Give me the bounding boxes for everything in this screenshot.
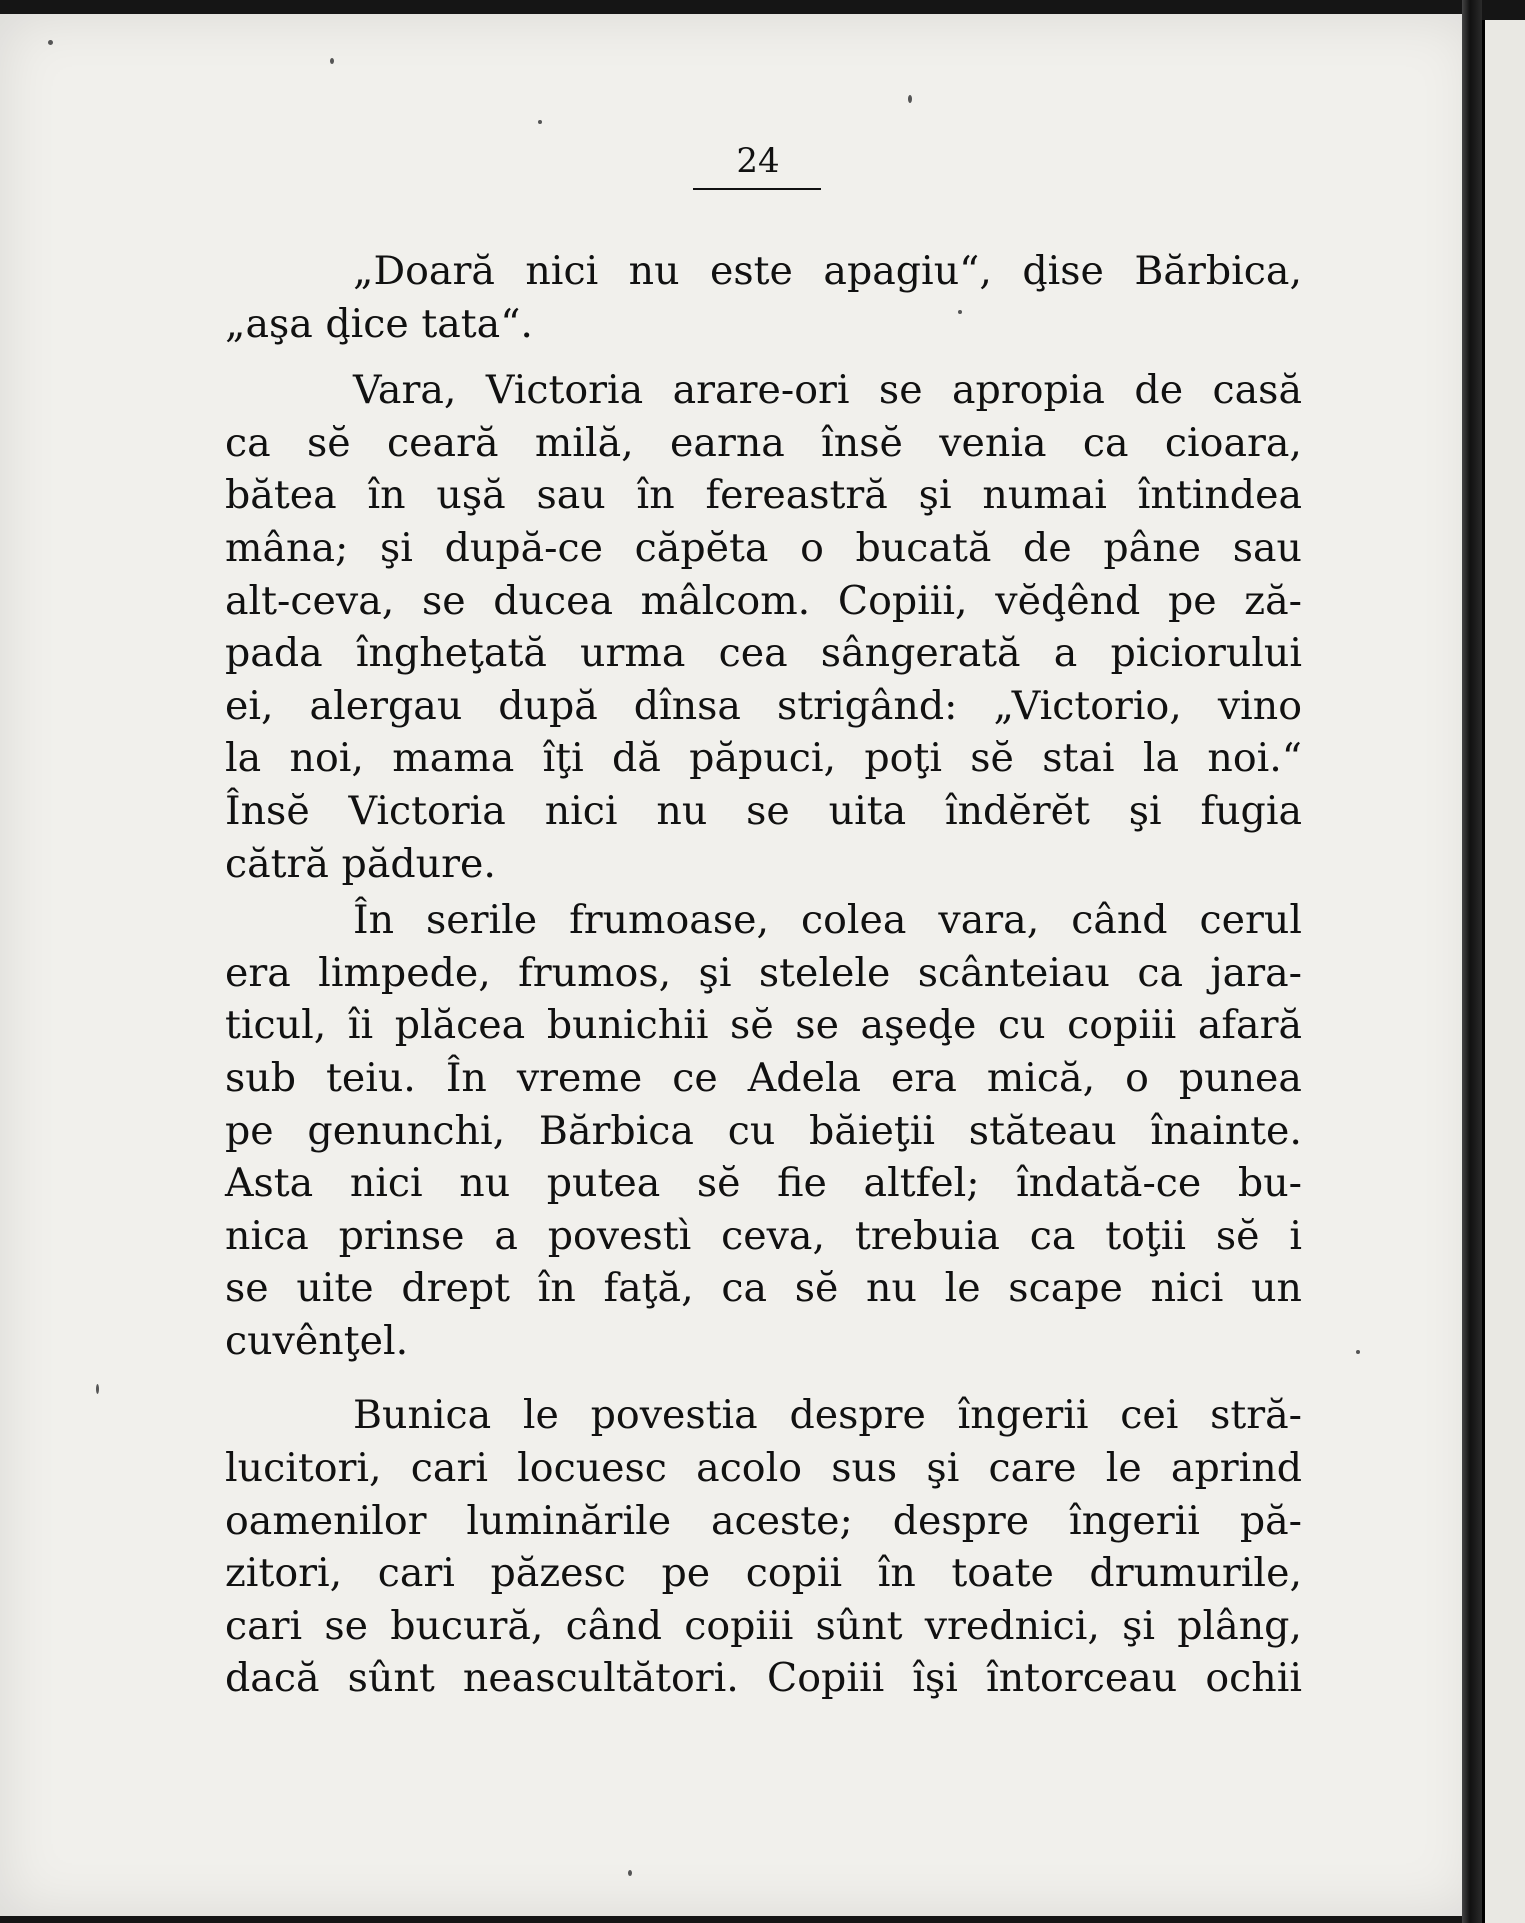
paragraph-1 [225,245,1302,350]
text-line: bătea în uşă sau în fereastră şi numai întindea [225,472,1302,519]
text-line: mâna; şi după-ce căpĕta o bucată de pâne sau [225,524,1302,571]
page-number: 24 [736,141,780,181]
text-line: sub teiu. În vreme ce Adela era mică, o punea [225,1054,1302,1101]
paragraph-4 [225,1389,1302,1705]
adjacent-page-edge [1482,20,1525,1923]
text-line: cuvênţel. [225,1317,409,1364]
text-line: lucitori, cari locuesc acolo sus şi care le aprind [225,1445,1302,1492]
scan-speck [538,120,542,124]
scan-speck [1356,1350,1360,1354]
scan-speck [958,310,962,314]
text-line: Asta nici nu putea sĕ fie altfel; îndată-ce bu- [225,1160,1302,1207]
text-line: ca sĕ ceară milă, earna însĕ venia ca cioara, [225,419,1302,466]
text-line: cătră pădure. [225,840,496,887]
paragraph-3 [225,894,1302,1367]
text-line: „aşa ḑice tata“. [225,300,533,347]
scan-speck [48,40,53,45]
text-line: pada îngheţată urma cea sângerată a piciorului [225,630,1302,677]
text-line: era limpede, frumos, şi stelele scânteiau ca jara- [225,949,1302,996]
body-text [225,245,1302,1705]
text-line: zitori, cari păzesc pe copii în toate drumurile, [225,1550,1302,1597]
text-line: În serile frumoase, colea vara, când cerul [353,897,1302,944]
text-line: dacă sûnt neascultători. Copiii îşi întorceau ochii [225,1655,1302,1702]
text-line: ticul, îi plăcea bunichii sĕ se aşeḑe cu copiii afară [225,1002,1302,1049]
scan-speck [96,1384,99,1394]
text-line: pe genunchi, Bărbica cu băieţii stăteau înainte. [225,1107,1302,1154]
text-line: „Doară nici nu este apagiu“, ḑise Bărbica, [353,248,1302,294]
page-number-rule [693,188,821,190]
paragraph-2 [225,364,1302,890]
text-line: nica prinse a povestì ceva, trebuia ca toţii sĕ i [225,1212,1302,1259]
book-spine [1462,0,1482,1923]
scan-speck [908,95,912,103]
scan-speck [330,58,334,64]
text-line: cari se bucură, când copiii sûnt vrednici, şi plâng, [225,1602,1302,1649]
text-line: Bunica le povestia despre îngerii cei stră- [353,1392,1302,1439]
scan-speck [628,1870,632,1876]
text-line: se uite drept în faţă, ca sĕ nu le scape nici un [225,1265,1302,1312]
text-line: ei, alergau după dînsa strigând: „Victorio, vino [225,682,1302,729]
text-line: Vara, Victoria arare-ori se apropia de casă [353,367,1302,414]
text-line: oamenilor luminările aceste; despre îngerii pă- [225,1497,1302,1544]
text-line: Însĕ Victoria nici nu se uita îndĕrĕt şi fugia [225,787,1302,834]
text-line: la noi, mama îţi dă păpuci, poţi sĕ stai la noi.“ [225,735,1302,782]
text-line: alt-ceva, se ducea mâlcom. Copiii, vĕḑênd pe ză- [225,577,1302,624]
